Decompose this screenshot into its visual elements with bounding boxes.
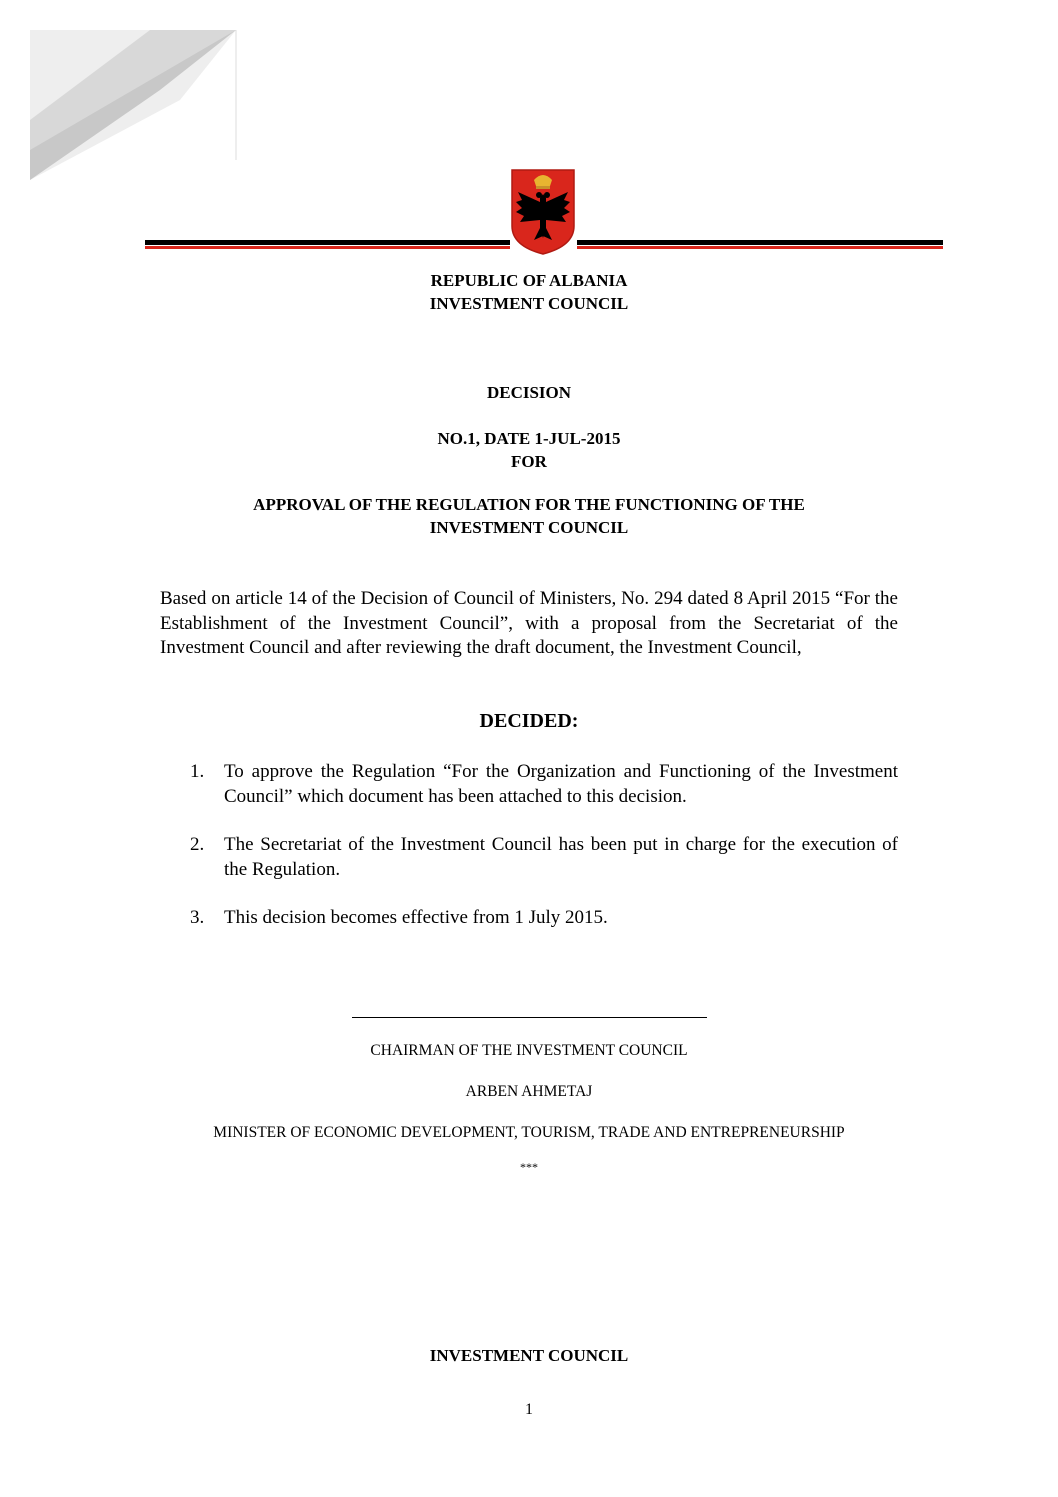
list-item-number: 2. <box>190 834 205 855</box>
list-item-number: 1. <box>190 761 205 782</box>
section-separator: *** <box>520 1160 538 1174</box>
corner-decoration <box>30 30 240 180</box>
list-item-number: 3. <box>190 907 205 928</box>
decided-heading: DECIDED: <box>479 710 579 732</box>
signatory-title: CHAIRMAN OF THE INVESTMENT COUNCIL <box>370 1042 688 1059</box>
list-item-text: The Secretariat of the Investment Council has been put in charge for the execution of the Regulation. <box>224 834 898 880</box>
list-item-text: This decision becomes effective from 1 July 2015. <box>224 907 608 928</box>
country-heading: REPUBLIC OF ALBANIA <box>430 271 628 290</box>
page-number: 1 <box>525 1401 533 1418</box>
header-rule-right <box>577 240 943 249</box>
list-item <box>190 760 898 809</box>
list-item-text: To approve the Regulation “For the Organization and Functioning of the Investment Council” which document has been attached to this decision. <box>224 761 898 807</box>
decision-subject-line-2: INVESTMENT COUNCIL <box>429 518 629 537</box>
signatory-position: MINISTER OF ECONOMIC DEVELOPMENT, TOURISM, TRADE AND ENTREPRENEURSHIP <box>213 1124 845 1141</box>
signatory-name: ARBEN AHMETAJ <box>465 1083 593 1100</box>
decision-subject-line-1: APPROVAL OF THE REGULATION FOR THE FUNCTIONING OF THE <box>253 495 805 514</box>
footer-title: INVESTMENT COUNCIL <box>429 1346 629 1365</box>
decision-title: DECISION <box>486 383 572 402</box>
signature-line <box>352 1017 707 1018</box>
list-item <box>190 833 898 882</box>
header-rule-left <box>145 240 510 249</box>
albania-coat-of-arms-icon <box>510 168 576 256</box>
list-item <box>190 906 898 931</box>
decision-for: FOR <box>511 452 547 471</box>
decision-number-date: NO.1, DATE 1-JUL-2015 <box>437 429 621 448</box>
institution-heading: INVESTMENT COUNCIL <box>429 294 629 313</box>
preamble-paragraph: Based on article 14 of the Decision of Council of Ministers, No. 294 dated 8 April 2015 “For the Establishment of the Investment Council”, with a proposal from the Secretariat of the Investment Council and after reviewing the draft document, the Investment Council, <box>160 588 898 658</box>
